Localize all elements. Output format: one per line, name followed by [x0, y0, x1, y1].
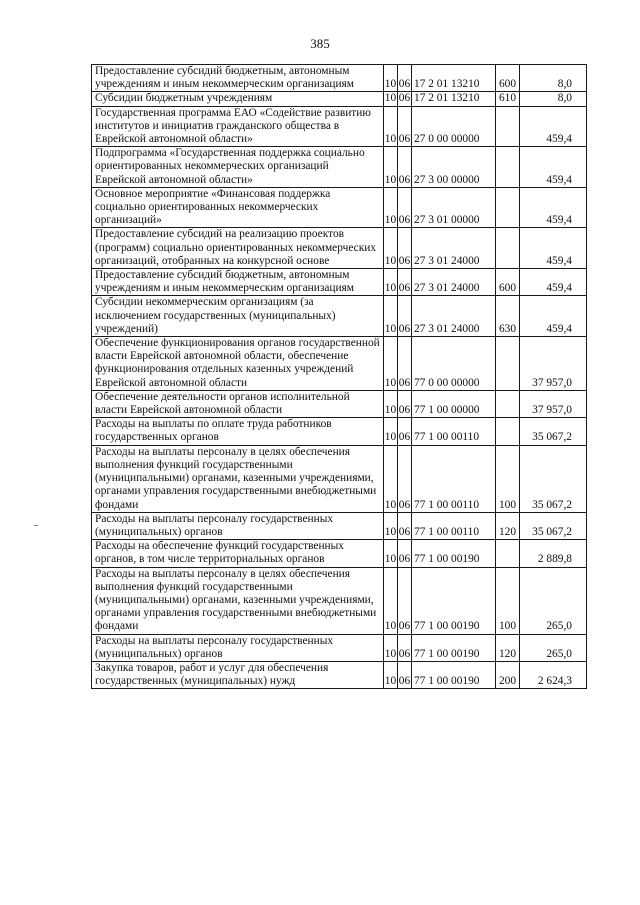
row-expense-type-code: 600 — [496, 65, 520, 92]
row-expense-type-code — [496, 540, 520, 567]
table-row — [92, 296, 587, 337]
row-amount: 35 067,2 — [520, 512, 587, 539]
row-section-code: 10 — [384, 634, 398, 661]
row-expense-type-code: 200 — [496, 661, 520, 688]
row-expense-type-code — [496, 337, 520, 391]
row-expense-type-code — [496, 390, 520, 417]
row-expense-type-code: 100 — [496, 445, 520, 512]
row-expense-type-code — [496, 228, 520, 269]
row-amount: 459,4 — [520, 296, 587, 337]
row-target-article-code: 27 3 01 00000 — [412, 187, 496, 228]
row-amount: 37 957,0 — [520, 337, 587, 391]
row-target-article-code: 27 3 00 00000 — [412, 147, 496, 188]
row-subsection-code: 06 — [398, 228, 412, 269]
row-amount: 459,4 — [520, 228, 587, 269]
row-subsection-code: 06 — [398, 445, 412, 512]
table-row — [92, 228, 587, 269]
row-name: Субсидии бюджетным учреждениям — [92, 92, 384, 106]
row-amount: 459,4 — [520, 147, 587, 188]
row-section-code: 10 — [384, 540, 398, 567]
row-target-article-code: 77 1 00 00190 — [412, 661, 496, 688]
row-target-article-code: 77 1 00 00110 — [412, 445, 496, 512]
row-section-code: 10 — [384, 337, 398, 391]
row-section-code: 10 — [384, 92, 397, 105]
row-expense-type-code: 120 — [496, 512, 520, 539]
row-amount: 265,0 — [520, 634, 587, 661]
row-name: Основное мероприятие «Финансовая поддержка социально ориентированных некоммерческих организаций» — [92, 187, 384, 228]
row-name: Предоставление субсидий бюджетным, автономным учреждениям и иным некоммерческим организациям — [92, 65, 384, 92]
row-target-article-code: 27 3 01 24000 — [412, 296, 496, 337]
row-subsection-code: 06 — [398, 661, 412, 688]
row-subsection-code: 06 — [398, 92, 411, 105]
row-name: Предоставление субсидий на реализацию проектов (программ) социально ориентированных некоммерческих организаций, отобранных на конкурсной основе — [92, 228, 384, 269]
row-section-code: 10 — [384, 512, 398, 539]
row-section-code: 10 — [384, 445, 398, 512]
budget-table — [91, 64, 587, 689]
row-target-article-code: 77 1 00 00190 — [412, 634, 496, 661]
page-number: 385 — [310, 36, 330, 51]
row-name: Государственная программа ЕАО «Содействие развитию институтов и инициатив гражданского общества в Еврейской автономной области» — [92, 106, 384, 147]
table-row — [92, 65, 587, 92]
table-row — [92, 147, 587, 188]
row-subsection-code: 06 — [398, 512, 412, 539]
row-subsection-code: 06 — [398, 540, 412, 567]
row-section-code: 10 — [384, 228, 398, 269]
table-row — [92, 512, 587, 539]
row-subsection-code: 06 — [398, 296, 412, 337]
margin-mark — [34, 525, 38, 526]
row-name: Расходы на выплаты персоналу в целях обеспечения выполнения функций государственными (муниципальными) органами, казенными учреждениями, органами управления государственными внебюджетными фондами — [92, 567, 384, 634]
row-target-article-code: 77 1 00 00110 — [412, 512, 496, 539]
row-section-code: 10 — [384, 661, 398, 688]
table-row — [92, 540, 587, 567]
table-row — [92, 567, 587, 634]
row-section-code: 10 — [384, 187, 398, 228]
row-amount: 459,4 — [520, 106, 587, 147]
row-subsection-code: 06 — [398, 390, 412, 417]
row-amount: 459,4 — [520, 187, 587, 228]
row-subsection-code: 06 — [398, 187, 412, 228]
row-subsection-code: 06 — [398, 634, 412, 661]
row-section-code: 10 — [384, 269, 398, 296]
row-section-code: 10 — [384, 390, 398, 417]
row-amount: 2 889,8 — [520, 540, 587, 567]
row-amount: 265,0 — [520, 567, 587, 634]
row-amount: 8,0 — [520, 92, 587, 106]
row-amount: 2 624,3 — [520, 661, 587, 688]
row-expense-type-code: 630 — [496, 296, 520, 337]
row-expense-type-code — [496, 187, 520, 228]
row-subsection-code: 06 — [398, 106, 412, 147]
row-name: Обеспечение деятельности органов исполнительной власти Еврейской автономной области — [92, 390, 384, 417]
row-amount: 459,4 — [520, 269, 587, 296]
table-row — [92, 106, 587, 147]
table-row — [92, 269, 587, 296]
row-expense-type-code — [496, 418, 520, 445]
table-row — [92, 337, 587, 391]
row-name: Обеспечение функционирования органов государственной власти Еврейской автономной области, обеспечение функционирования отдельных казенных учреждений Еврейской автономной области — [92, 337, 384, 391]
table-row — [92, 634, 587, 661]
row-target-article-code: 17 2 01 13210 — [412, 92, 496, 106]
table-row — [92, 92, 587, 106]
row-name: Расходы на обеспечение функций государственных органов, в том числе территориальных органов — [92, 540, 384, 567]
row-name: Расходы на выплаты персоналу государственных (муниципальных) органов — [92, 634, 384, 661]
row-expense-type-code: 100 — [496, 567, 520, 634]
row-section-code: 10 — [384, 147, 398, 188]
row-name: Подпрограмма «Государственная поддержка социально ориентированных некоммерческих организаций Еврейской автономной области» — [92, 147, 384, 188]
row-section-code: 10 — [384, 567, 398, 634]
table-row — [92, 390, 587, 417]
row-name: Субсидии некоммерческим организациям (за исключением государственных (муниципальных) учреждений) — [92, 296, 384, 337]
row-target-article-code: 27 3 01 24000 — [412, 228, 496, 269]
row-amount: 35 067,2 — [520, 445, 587, 512]
row-target-article-code: 77 0 00 00000 — [412, 337, 496, 391]
row-section-code: 10 — [384, 418, 398, 445]
row-subsection-code: 06 — [398, 337, 412, 391]
row-expense-type-code — [496, 106, 520, 147]
row-subsection-code: 06 — [398, 418, 412, 445]
row-name: Расходы на выплаты персоналу государственных (муниципальных) органов — [92, 512, 384, 539]
table-row — [92, 661, 587, 688]
row-expense-type-code: 600 — [496, 269, 520, 296]
row-target-article-code: 17 2 01 13210 — [412, 65, 496, 92]
row-subsection-code: 06 — [398, 65, 412, 92]
row-target-article-code: 27 3 01 24000 — [412, 269, 496, 296]
row-name: Предоставление субсидий бюджетным, автономным учреждениям и иным некоммерческим организациям — [92, 269, 384, 296]
row-subsection-code: 06 — [398, 567, 412, 634]
row-section-code: 10 — [384, 106, 398, 147]
row-target-article-code: 77 1 00 00190 — [412, 540, 496, 567]
row-target-article-code: 77 1 00 00190 — [412, 567, 496, 634]
row-expense-type-code: 610 — [496, 92, 520, 106]
table-row — [92, 445, 587, 512]
row-subsection-code: 06 — [398, 147, 412, 188]
row-amount: 35 067,2 — [520, 418, 587, 445]
table-row — [92, 418, 587, 445]
row-target-article-code: 77 1 00 00110 — [412, 418, 496, 445]
row-name: Расходы на выплаты персоналу в целях обеспечения выполнения функций государственными (муниципальными) органами, казенными учреждениями, органами управления государственными внебюджетными фондами — [92, 445, 384, 512]
row-expense-type-code: 120 — [496, 634, 520, 661]
row-section-code: 10 — [384, 296, 398, 337]
row-target-article-code: 27 0 00 00000 — [412, 106, 496, 147]
row-amount: 8,0 — [520, 65, 587, 92]
row-name: Расходы на выплаты по оплате труда работников государственных органов — [92, 418, 384, 445]
row-amount: 37 957,0 — [520, 390, 587, 417]
row-target-article-code: 77 1 00 00000 — [412, 390, 496, 417]
row-expense-type-code — [496, 147, 520, 188]
row-section-code: 10 — [384, 65, 398, 92]
budget-table-body — [92, 65, 587, 689]
table-row — [92, 187, 587, 228]
row-subsection-code: 06 — [398, 269, 412, 296]
row-name: Закупка товаров, работ и услуг для обеспечения государственных (муниципальных) нужд — [92, 661, 384, 688]
